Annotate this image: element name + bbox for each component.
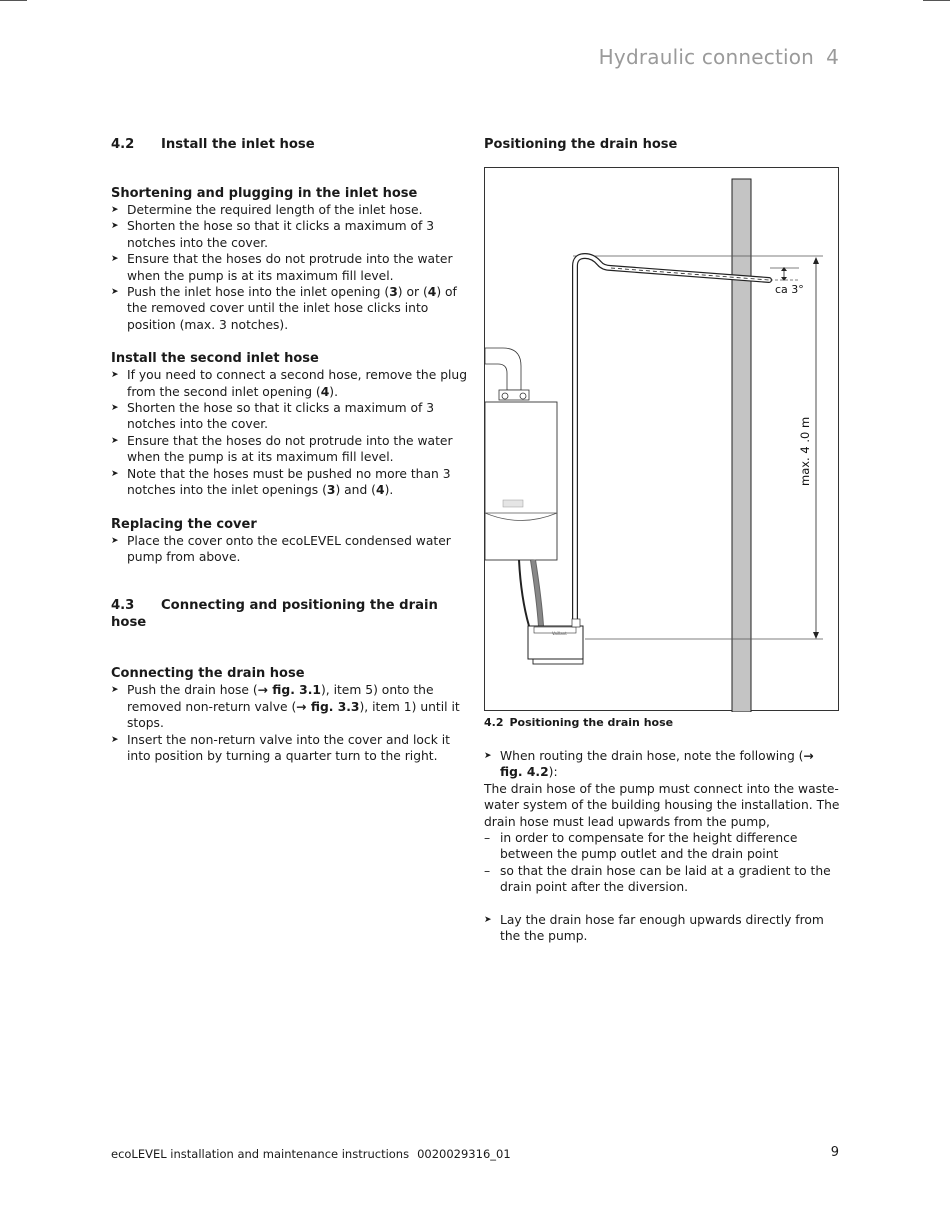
footer: [111, 1147, 511, 1161]
routing-block: [484, 748, 840, 944]
footer-text: ecoLEVEL installation and maintenance instructions: [111, 1147, 410, 1161]
figure-4-2: [484, 167, 839, 711]
dash-list: [484, 830, 840, 896]
angle-arrowhead: [781, 267, 787, 271]
cover-list: [111, 533, 471, 566]
crop-mark-right: [923, 0, 950, 1]
running-header: [599, 45, 839, 69]
list-item: [484, 748, 840, 781]
list-item: – in order to compensate for the height difference between the pump outlet and the drain point: [484, 830, 840, 863]
section-4-3-heading: [111, 597, 471, 631]
bold-ref: → fig. 3.1: [257, 683, 321, 698]
cover-block: [111, 516, 471, 566]
text: When routing the drain hose, note the following (: [500, 749, 804, 763]
figure-caption: [484, 716, 840, 730]
list-item: ➤ Ensure that the hoses do not protrude into the water when the pump is at its maximum fill level.: [111, 433, 471, 466]
text: If you need to connect a second hose, remove the plug from the second inlet opening (: [127, 368, 468, 399]
caption-text: Positioning the drain hose: [509, 716, 674, 729]
bold-ref: → fig. 4.2: [500, 749, 814, 780]
crop-mark-left: [0, 0, 27, 1]
header-title: Hydraulic connection: [598, 45, 815, 69]
list-item: ➤ Ensure that the hoses do not protrude into the water when the pump is at its maximum fill level.: [111, 251, 471, 284]
positioning-heading: Positioning the drain hose: [484, 137, 678, 152]
list-item: ➤ Place the cover onto the ecoLEVEL condensed water pump from above.: [111, 533, 471, 566]
second-inlet-list: [111, 367, 471, 498]
list-item: ➤ Shorten the hose so that it clicks a maximum of 3 notches into the cover.: [111, 218, 471, 251]
list-item: [111, 367, 471, 400]
text: ).: [329, 384, 338, 399]
angle-label: ca 3°: [775, 283, 804, 296]
caption-number: 4.2: [484, 716, 504, 729]
section-4-2-heading: [111, 136, 471, 153]
flue-bolt: [502, 393, 508, 399]
list-item: – so that the drain hose can be laid at a gradient to the drain point after the diversion.: [484, 863, 840, 896]
text: ).: [384, 483, 394, 498]
header-chapter: 4: [826, 45, 839, 69]
text: ) or (: [397, 285, 428, 300]
text: ), item 1) until it stops.: [127, 699, 460, 731]
angle-arrowhead: [781, 277, 787, 281]
connecting-list: [111, 682, 471, 764]
routing-paragraph: The drain hose of the pump must connect into the waste-water system of the building housing the installation. The drain hose must lead upwards from the pump,: [484, 781, 840, 829]
connecting-block: [111, 665, 471, 764]
flue-bolt: [520, 393, 526, 399]
bold-ref: 4: [320, 384, 330, 399]
text: ) and (: [335, 483, 376, 498]
list-item: [111, 682, 471, 731]
text: ), item 5) onto the removed non-return valve (: [127, 683, 434, 714]
page-number: 9: [830, 1145, 839, 1160]
height-arrowhead-top: [813, 257, 819, 264]
second-inlet-heading: Install the second inlet hose: [111, 351, 319, 367]
right-column: [484, 136, 840, 944]
left-column: [111, 136, 471, 764]
list-item: [111, 284, 471, 333]
list-item: ➤ Determine the required length of the inlet hose.: [111, 202, 471, 218]
condensate-hose-thin: [519, 560, 529, 626]
text: ):: [548, 765, 558, 780]
flue-pipe: [485, 348, 521, 390]
text: Push the inlet hose into the inlet opening (: [127, 285, 390, 300]
bold-ref: 4: [376, 483, 385, 498]
drain-hose-illustration: [485, 168, 840, 712]
shortening-heading: Shortening and plugging in the inlet hose: [111, 186, 418, 201]
pump-logo: Vaillant: [552, 631, 567, 636]
section-number: 4.2: [111, 137, 135, 152]
boiler-body: [485, 402, 557, 560]
list-item: [111, 466, 471, 499]
pump-outlet: [572, 619, 580, 627]
bold-ref: 3: [326, 483, 336, 498]
height-label: max. 4 .0 m: [798, 416, 812, 486]
shortening-block: [111, 185, 471, 333]
routing-list: [484, 748, 840, 781]
height-arrowhead-bottom: [813, 632, 819, 639]
boiler-badge: [503, 500, 523, 507]
connecting-heading: Connecting the drain hose: [111, 666, 305, 682]
section-title: Install the inlet hose: [161, 137, 315, 152]
text: Note that the hoses must be pushed no more than 3 notches into the inlet openings (: [127, 466, 451, 498]
text: ) of the removed cover until the inlet hose clicks into position (max. 3 notches).: [127, 285, 457, 332]
list-item: ➤ Lay the drain hose far enough upwards directly from the the pump.: [484, 912, 840, 945]
text: Push the drain hose (: [127, 683, 258, 698]
list-item: ➤ Insert the non-return valve into the cover and lock it into position by turning a quarter turn to the right.: [111, 732, 471, 765]
second-inlet-block: [111, 350, 471, 498]
list-item: ➤ Shorten the hose so that it clicks a maximum of 3 notches into the cover.: [111, 400, 471, 433]
bold-ref: 3: [389, 285, 398, 300]
lay-list: [484, 912, 840, 945]
shortening-list: [111, 202, 471, 333]
section-number: 4.3: [111, 598, 135, 614]
bold-ref: → fig. 3.3: [296, 699, 360, 714]
cover-heading: Replacing the cover: [111, 516, 257, 532]
wall-pillar: [732, 179, 751, 712]
section-title: Connecting and positioning the drain hose: [111, 598, 438, 631]
footer-docno: 0020029316_01: [417, 1147, 511, 1161]
bold-ref: 4: [427, 285, 437, 300]
